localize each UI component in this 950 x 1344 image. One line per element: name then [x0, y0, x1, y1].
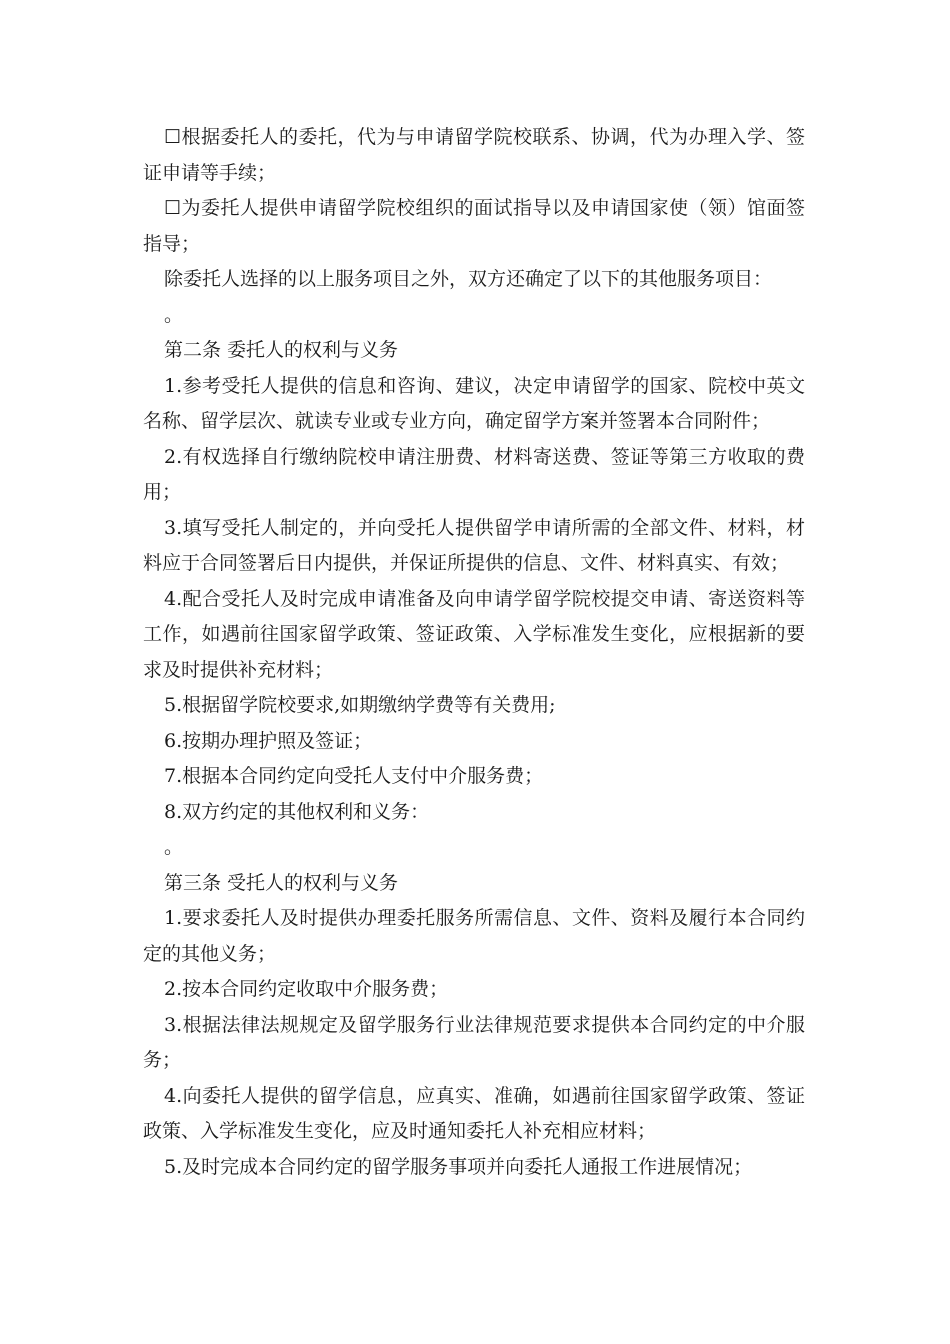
document-body: [143, 120, 805, 1185]
article-2-clause-7: 7.根据本合同约定向受托人支付中介服务费；: [164, 765, 544, 787]
article-2-clause-5: 5.根据留学院校要求,如期缴纳学费等有关费用;: [164, 694, 556, 716]
article-3-clause-4: 4.向委托人提供的留学信息，应真实、准确，如遇前往国家留学政策、签证政策、入学标准发生变化，应及时通知委托人补充相应材料；: [143, 1084, 805, 1142]
article-2-clause-3: 3.填写受托人制定的，并向受托人提供留学申请所需的全部文件、材料，材料应于合同签署后日内提供，并保证所提供的信息、文件、材料真实、有效；: [143, 516, 805, 574]
article-3-clause-2: 2.按本合同约定收取中介服务费；: [164, 978, 449, 1000]
article-2-heading: 第二条 委托人的权利与义务: [164, 339, 399, 361]
blank-fill-line: 。: [164, 836, 184, 858]
article-3-heading: 第三条 受托人的权利与义务: [164, 871, 399, 894]
article-2-clause-4: 4.配合受托人及时完成申请准备及向申请学留学院校提交申请、寄送资料等工作，如遇前往国家留学政策、签证政策、入学标准发生变化，应根据新的要求及时提供补充材料；: [143, 587, 805, 681]
service-item-interview-guidance: ☐为委托人提供申请留学院校组织的面试指导以及申请国家使（领）馆面签指导；: [143, 197, 805, 255]
article-3-clause-1: 1.要求委托人及时提供办理委托服务所需信息、文件、资料及履行本合同约定的其他义务；: [143, 907, 805, 965]
article-3-clause-3: 3.根据法律法规规定及留学服务行业法律规范要求提供本合同约定的中介服务；: [143, 1013, 805, 1071]
article-2-clause-2: 2.有权选择自行缴纳院校申请注册费、材料寄送费、签证等第三方收取的费用；: [143, 445, 805, 503]
blank-fill-line: 。: [164, 303, 184, 326]
article-2-clause-6: 6.按期办理护照及签证；: [164, 729, 373, 752]
service-item-contact-school: ☐根据委托人的委托，代为与申请留学院校联系、协调，代为办理入学、签证申请等手续；: [143, 126, 805, 184]
article-2-clause-1: 1.参考受托人提供的信息和咨询、建议，决定申请留学的国家、院校中英文名称、留学层次、就读专业或专业方向，确定留学方案并签署本合同附件；: [143, 374, 805, 432]
article-3-clause-5: 5.及时完成本合同约定的留学服务事项并向委托人通报工作进展情况；: [164, 1155, 753, 1178]
other-services-statement: 除委托人选择的以上服务项目之外，双方还确定了以下的其他服务项目：: [164, 268, 773, 290]
article-2-clause-8: 8.双方约定的其他权利和义务：: [164, 800, 430, 823]
